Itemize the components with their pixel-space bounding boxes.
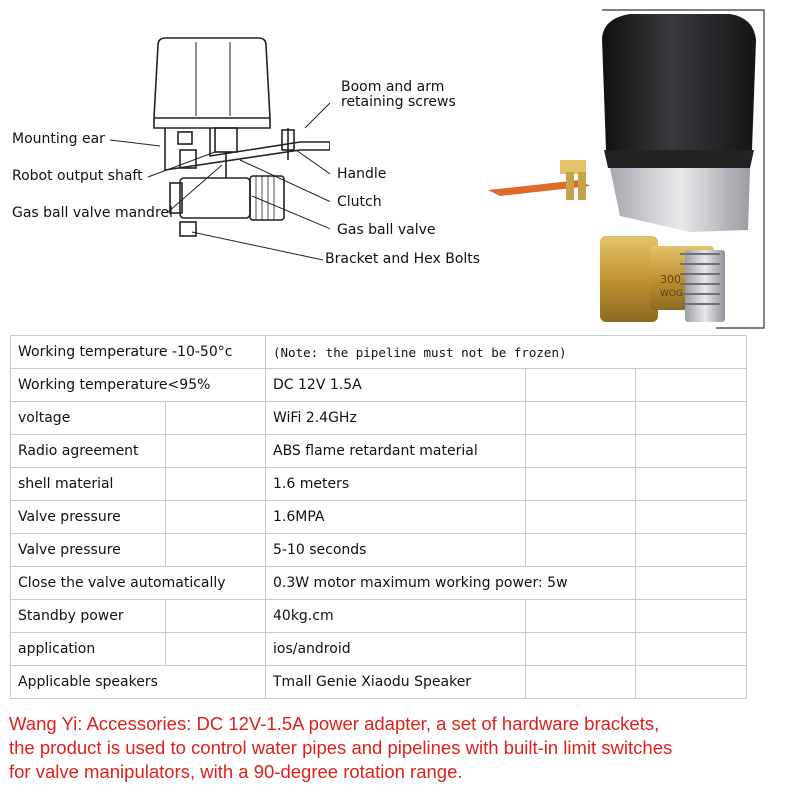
note-line-3: for valve manipulators, with a 90-degree rotation range. xyxy=(9,761,463,782)
callout-robot-output-shaft: Robot output shaft xyxy=(12,168,143,184)
table-cell-empty xyxy=(636,501,747,534)
table-row xyxy=(11,468,747,501)
table-row xyxy=(11,369,747,402)
table-cell-empty xyxy=(166,534,266,567)
valve-marking-wog: WOG xyxy=(660,289,683,299)
table-cell-empty xyxy=(166,501,266,534)
actuator-outline xyxy=(154,38,270,118)
spec-label: shell material xyxy=(11,468,166,501)
table-cell-empty xyxy=(526,534,636,567)
spec-label: Working temperature -10-50°c xyxy=(11,336,266,369)
table-cell-empty xyxy=(526,402,636,435)
spec-label: voltage xyxy=(11,402,166,435)
spec-value: 1.6MPA xyxy=(266,501,526,534)
spec-label: Standby power xyxy=(11,600,166,633)
spec-value: 40kg.cm xyxy=(266,600,526,633)
spec-value: WiFi 2.4GHz xyxy=(266,402,526,435)
valve-handle xyxy=(488,180,590,196)
accessories-note xyxy=(9,712,794,784)
callout-clutch: Clutch xyxy=(337,194,382,210)
spec-label: Radio agreement xyxy=(11,435,166,468)
table-cell-empty xyxy=(636,369,747,402)
table-row xyxy=(11,501,747,534)
table-row xyxy=(11,336,747,369)
callout-mounting-ear: Mounting ear xyxy=(12,131,105,147)
table-cell-empty xyxy=(636,567,747,600)
callout-gas-ball-valve: Gas ball valve xyxy=(337,222,436,238)
note-line-1: Wang Yi: Accessories: DC 12V-1.5A power adapter, a set of hardware brackets, xyxy=(9,713,660,734)
table-cell-empty xyxy=(526,468,636,501)
table-cell-empty xyxy=(636,534,747,567)
table-cell-empty xyxy=(166,468,266,501)
valve-marking-300: 300 xyxy=(660,273,681,286)
table-cell-empty xyxy=(526,666,636,699)
table-row xyxy=(11,666,747,699)
metal-bracket xyxy=(610,168,750,232)
table-row xyxy=(11,633,747,666)
spec-label: Valve pressure xyxy=(11,534,166,567)
callout-bracket-hex-bolts: Bracket and Hex Bolts xyxy=(325,251,481,267)
table-cell-empty xyxy=(166,633,266,666)
table-row xyxy=(11,435,747,468)
spec-label: Applicable speakers xyxy=(11,666,266,699)
spec-label: Valve pressure xyxy=(11,501,166,534)
spec-value: ABS flame retardant material xyxy=(266,435,526,468)
table-cell-empty xyxy=(636,666,747,699)
actuator-body xyxy=(602,14,756,150)
spec-value: 1.6 meters xyxy=(266,468,526,501)
spec-value: DC 12V 1.5A xyxy=(266,369,526,402)
spec-value: (Note: the pipeline must not be frozen) xyxy=(266,336,747,369)
product-photo xyxy=(480,0,800,335)
table-row xyxy=(11,600,747,633)
table-row xyxy=(11,402,747,435)
callout-gas-ball-valve-mandrel: Gas ball valve mandrel xyxy=(12,205,173,221)
table-cell-empty xyxy=(636,435,747,468)
callout-boom-arm: Boom and arm xyxy=(341,79,445,95)
brass-valve-left xyxy=(600,236,658,322)
spec-value: 0.3W motor maximum working power: 5w xyxy=(266,567,636,600)
spec-label: Working temperature<95% xyxy=(11,369,266,402)
table-cell-empty xyxy=(526,369,636,402)
table-cell-empty xyxy=(166,600,266,633)
table-row xyxy=(11,534,747,567)
table-row xyxy=(11,567,747,600)
spec-label: application xyxy=(11,633,166,666)
table-cell-empty xyxy=(526,501,636,534)
callout-handle: Handle xyxy=(337,166,387,182)
table-cell-empty xyxy=(526,633,636,666)
spec-label: Close the valve automatically xyxy=(11,567,266,600)
table-cell-empty xyxy=(636,600,747,633)
table-cell-empty xyxy=(636,468,747,501)
table-cell-empty xyxy=(636,402,747,435)
table-cell-empty xyxy=(166,435,266,468)
callout-retaining-screws: retaining screws xyxy=(341,94,456,110)
spec-table xyxy=(10,335,747,699)
table-cell-empty xyxy=(166,402,266,435)
product-diagram xyxy=(0,0,800,335)
spec-value: ios/android xyxy=(266,633,526,666)
spec-value: Tmall Genie Xiaodu Speaker xyxy=(266,666,526,699)
table-cell-empty xyxy=(526,435,636,468)
table-cell-empty xyxy=(636,633,747,666)
spec-value: 5-10 seconds xyxy=(266,534,526,567)
table-cell-empty xyxy=(526,600,636,633)
note-line-2: the product is used to control water pipes and pipelines with built-in limit switches xyxy=(9,737,673,758)
